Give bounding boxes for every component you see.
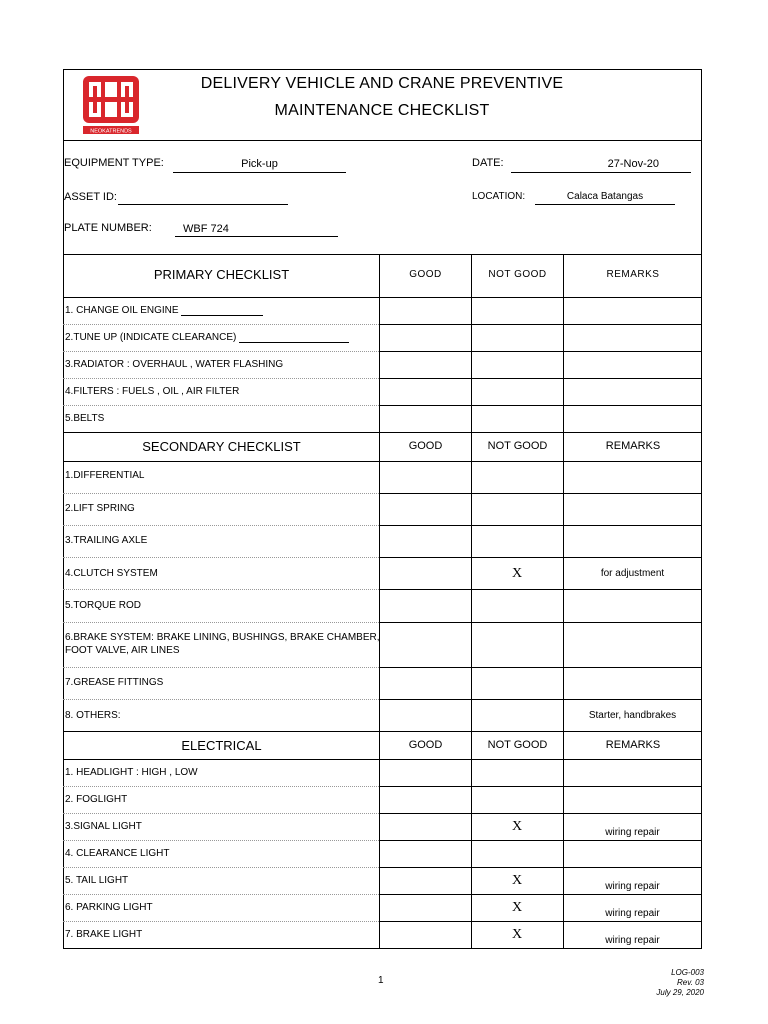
row-line [63,921,379,922]
primary-item-3: 3.RADIATOR : OVERHAUL , WATER FLASHING [65,359,284,370]
col-line-not-good [471,254,472,949]
plate-number-field[interactable]: WBF 724 [175,223,338,237]
row-line [379,351,702,352]
secondary-item-8: 8. OTHERS: [65,710,121,721]
row-line [379,867,702,868]
secondary-item-7: 7.GREASE FITTINGS [65,677,164,688]
primary-item-2: 2.TUNE UP (INDICATE CLEARANCE) [65,332,349,343]
date-field[interactable]: 27-Nov-20 [511,158,691,173]
row-line [379,840,702,841]
electrical-item-7: 7. BRAKE LIGHT [65,929,143,940]
row-line [63,525,379,526]
company-logo [81,74,141,135]
location-label: LOCATION: [472,191,526,202]
secondary-item-6-line2: FOOT VALVE, AIR LINES [65,645,180,656]
secondary-checklist-title: SECONDARY CHECKLIST [142,439,301,454]
equipment-type-field[interactable]: Pick-up [173,158,346,173]
row-line [63,759,702,760]
asset-id-field[interactable] [118,190,288,205]
row-line [379,378,702,379]
electrical-item-5: 5. TAIL LIGHT [65,875,129,886]
secondary-item-5: 5.TORQUE ROD [65,600,141,611]
asset-id-label: ASSET ID: [64,191,117,203]
electrical-item-3-mark[interactable]: X [511,819,523,834]
document-title-line1: DELIVERY VEHICLE AND CRANE PREVENTIVE [200,75,564,92]
primary-col-good: GOOD [409,269,442,280]
electrical-title: ELECTRICAL [181,738,262,753]
row-line [63,731,702,732]
secondary-col-remarks: REMARKS [605,440,661,452]
date-label: DATE: [472,157,504,169]
secondary-item-4-mark[interactable]: X [511,566,523,581]
secondary-item-2: 2.LIFT SPRING [65,503,135,514]
row-line [379,405,702,406]
logo-caption: NEOKATRENDS [90,128,132,135]
equipment-type-label: EQUIPMENT TYPE: [64,157,164,169]
electrical-item-6: 6. PARKING LIGHT [65,902,153,913]
document-title-line2: MAINTENANCE CHECKLIST [274,102,490,119]
row-line [63,589,379,590]
row-line [379,921,702,922]
primary-item-1: 1. CHANGE OIL ENGINE [65,305,263,316]
row-line [379,622,702,623]
row-line [63,894,379,895]
row-line [379,324,702,325]
electrical-item-3-remark[interactable]: wiring repair [605,827,660,838]
location-field[interactable]: Calaca Batangas [535,190,675,205]
header-divider [63,140,702,141]
electrical-item-6-mark[interactable]: X [511,900,523,915]
row-line [379,493,702,494]
electrical-item-7-remark[interactable]: wiring repair [605,935,660,946]
electrical-item-3: 3.SIGNAL LIGHT [65,821,142,832]
doc-code: LOG-003 [671,968,704,977]
secondary-col-not-good: NOT GOOD [487,440,548,452]
row-line [379,589,702,590]
row-line [63,351,379,352]
primary-col-remarks: REMARKS [606,269,660,280]
row-line [63,699,379,700]
primary-col-not-good: NOT GOOD [488,269,547,280]
row-line [63,667,379,668]
electrical-col-remarks: REMARKS [605,739,661,751]
row-line [63,324,379,325]
row-line [63,461,702,462]
row-line [379,557,702,558]
electrical-item-5-remark[interactable]: wiring repair [605,881,660,892]
electrical-col-not-good: NOT GOOD [487,739,548,751]
page-number: 1 [378,975,384,986]
secondary-item-4-remark[interactable]: for adjustment [600,568,665,579]
row-line [63,557,379,558]
secondary-item-1: 1.DIFFERENTIAL [65,470,145,481]
electrical-item-5-mark[interactable]: X [511,873,523,888]
row-line [63,867,379,868]
row-line [379,786,702,787]
primary-checklist-title: PRIMARY CHECKLIST [153,267,290,282]
electrical-col-good: GOOD [408,739,443,751]
table-top-line [63,254,702,255]
row-line [379,813,702,814]
row-line [379,525,702,526]
row-line [379,699,702,700]
row-line [379,667,702,668]
secondary-item-3: 3.TRAILING AXLE [65,535,148,546]
secondary-item-6: 6.BRAKE SYSTEM: BRAKE LINING, BUSHINGS, BRAKE CHAMBER, [65,632,380,643]
col-line-remarks [563,254,564,949]
row-line [63,432,702,433]
row-line [63,813,379,814]
electrical-item-2: 2. FOGLIGHT [65,794,128,805]
primary-item-4: 4.FILTERS : FUELS , OIL , AIR FILTER [65,386,240,397]
row-line [63,840,379,841]
row-line [379,894,702,895]
secondary-item-4: 4.CLUTCH SYSTEM [65,568,158,579]
secondary-item-8-remark[interactable]: Starter, handbrakes [588,710,677,721]
row-line [63,297,702,298]
row-line [63,493,379,494]
col-line-good [379,254,380,949]
row-line [63,405,379,406]
row-line [63,622,379,623]
doc-date: July 29, 2020 [656,988,704,997]
row-line [63,378,379,379]
doc-revision: Rev. 03 [677,978,704,987]
electrical-item-4: 4. CLEARANCE LIGHT [65,848,170,859]
electrical-item-6-remark[interactable]: wiring repair [605,908,660,919]
primary-item-5: 5.BELTS [65,413,105,424]
plate-number-label: PLATE NUMBER: [64,222,152,234]
electrical-item-1: 1. HEADLIGHT : HIGH , LOW [65,767,198,778]
electrical-item-7-mark[interactable]: X [511,927,523,942]
row-line [63,786,379,787]
secondary-col-good: GOOD [408,440,443,452]
